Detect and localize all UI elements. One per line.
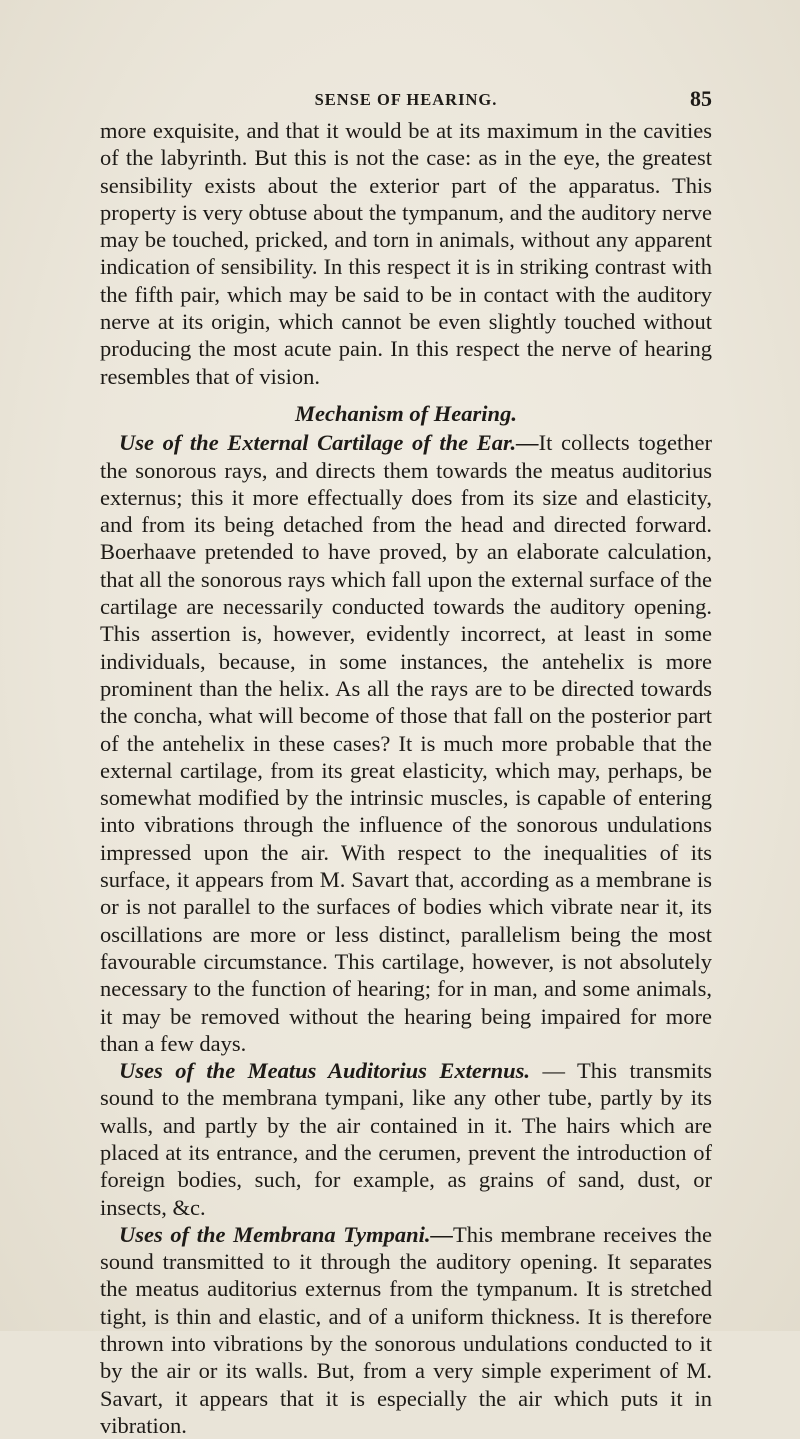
run-in-heading-meatus-auditorius: Uses of the Meatus Auditorius Externus. — [119, 1058, 530, 1084]
running-head — [100, 88, 712, 112]
run-in-heading-external-cartilage: Use of the External Cartilage of the Ear.— — [119, 430, 539, 456]
running-title: SENSE OF HEARING. — [314, 90, 498, 109]
paragraph-meatus-auditorius — [100, 1057, 712, 1221]
body-text — [100, 117, 712, 1439]
page-number: 85 — [690, 86, 712, 111]
section-heading: Mechanism of Hearing. — [295, 400, 517, 426]
run-in-heading-membrana-tympani: Uses of the Membrana Tympani.— — [119, 1221, 454, 1247]
paragraph-text-meatus-auditorius: — This transmits sound to the membrana tympani, like any other tube, partly by its walls, and partly by the air contained in it. The hairs which are placed at its entrance, and the cerumen, prevent the introduction of foreign bodies, such, for example, as grains of sand, dust, or insects, &c. — [100, 1058, 712, 1220]
paragraph-membrana-tympani — [100, 1221, 712, 1439]
paragraph-external-cartilage — [100, 429, 712, 1057]
opening-paragraph: more exquisite, and that it would be at its maximum in the cavities of the labyrinth. But this is not the case: as in the eye, the greatest sensibility exists about the exterior part of the apparatus. This property is very obtuse about the tympanum, and the auditory nerve may be touched, pricked, and torn in animals, without any apparent indication of sensibility. In this respect it is in striking contrast with the fifth pair, which may be said to be in contact with the auditory nerve at its origin, which cannot be even slightly touched without producing the most acute pain. In this respect the nerve of hearing resembles that of vision. — [100, 118, 712, 389]
paragraph-text-external-cartilage: It collects together the sonorous rays, and directs them towards the meatus auditorius externus; this it more effectually does from its size and elasticity, and from its being detached from the head and directed forward. Boerhaave pretended to have proved, by an elaborate calculation, that all the sonorous rays which fall upon the external surface of the cartilage are necessarily conducted towards the auditory opening. This assertion is, however, evidently incorrect, at least in some individuals, because, in some instances, the antehelix is more prominent than the helix. As all the rays are to be directed towards the concha, what will become of those that fall on the posterior part of the antehelix in these cases? It is much more probable that the external cartilage, from its great elasticity, which may, perhaps, be somewhat modified by the intrinsic muscles, is capable of entering into vibrations through the influence of the sonorous undulations impressed upon the air. With respect to the inequalities of its surface, it appears from M. Savart that, according as a membrane is or is not parallel to the surfaces of bodies which vibrate near it, its oscillations are more or less distinct, parallelism being the most favourable circumstance. This cartilage, however, is not absolutely necessary to the function of hearing; for in man, and some animals, it may be removed without the hearing being impaired for more than a few days. — [100, 430, 712, 1056]
paragraph-text-membrana-tympani: This membrane receives the sound transmitted to it through the auditory opening. It separates the meatus auditorius externus from the tympanum. It is stretched tight, is thin and elastic, and of a uniform thickness. It is therefore thrown into vibrations by the sonorous undulations conducted to it by the air or its walls. But, from a very simple experiment of M. Savart, it appears that it is especially the air which puts it in vibration. — [100, 1221, 713, 1438]
